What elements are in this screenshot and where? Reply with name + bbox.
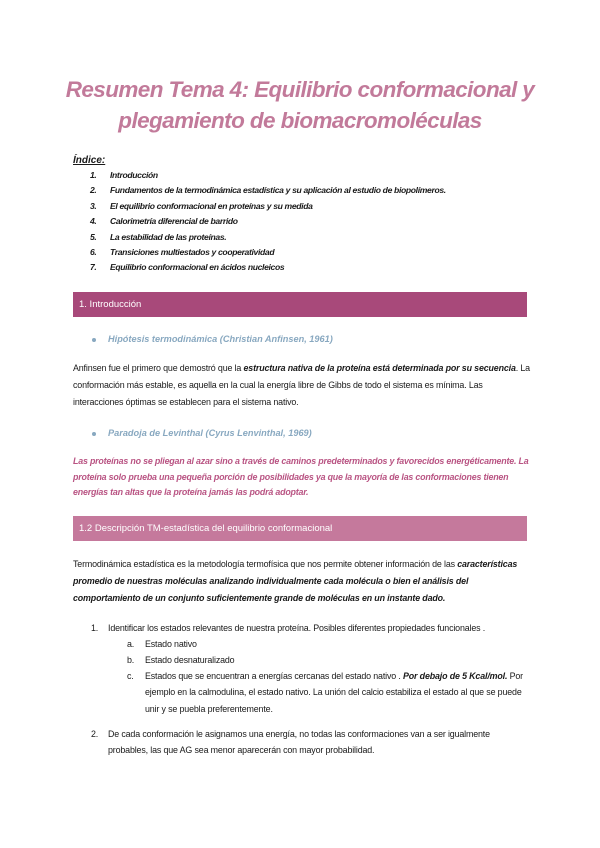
bullet-hipotesis: Hipótesis termodinámica (Christian Anfinsen, 1961) bbox=[92, 334, 333, 344]
index-item: 3. El equilibrio conformacional en proteínas y su medida bbox=[90, 200, 313, 211]
index-item: 5. La estabilidad de las proteínas. bbox=[90, 231, 227, 242]
paragraph-anfinsen: Anfinsen fue el primero que demostró que la estructura nativa de la proteína está determinada por su secuencia. La conformación más estable, es aquella en la cual la energía libre de Gibbs de todo el sistema es mínima. Las interacciones óptimas se establecen para el sistema nativo. bbox=[73, 363, 530, 408]
section-heading-descripcion: 1.2 Descripción TM-estadística del equilibrio conformacional bbox=[73, 516, 527, 541]
section-heading-introduccion: 1. Introducción bbox=[73, 292, 527, 317]
index-item: 4. Calorimetría diferencial de barrido bbox=[90, 216, 238, 227]
index-item: 7. Equilibrio conformacional en ácidos nucleicos bbox=[90, 262, 285, 273]
paragraph-termodinamica: Termodinámica estadística es la metodología termofísica que nos permite obtener información de las características promedio de nuestras moléculas analizando individualmente cada molécula o bien el análisis del comportamiento de un conjunto suficientemente grande de moléculas en un instante dado. bbox=[73, 559, 518, 604]
index-label: Índice: bbox=[73, 155, 106, 166]
index-item: 6. Transiciones multiestados y cooperatividad bbox=[90, 247, 275, 258]
numbered-item-1: 1. Identificar los estados relevantes de nuestra proteína. Posibles diferentes propiedades funcionales . bbox=[91, 623, 486, 633]
bullet-dot-icon bbox=[92, 338, 96, 342]
index-item: 1. Introducción bbox=[90, 170, 158, 180]
index-item: 2. Fundamentos de la termodinámica estadística y su aplicación al estudio de biopolímeros. bbox=[90, 185, 446, 196]
sub-item-a: a. Estado nativo bbox=[127, 639, 197, 649]
document-title: Resumen Tema 4: Equilibrio conformacional y plegamiento de biomacromoléculas bbox=[65, 77, 535, 133]
sub-item-c: c. Estados que se encuentran a energías cercanas del estado nativo . Por debajo de 5 Kcal/mol. Por ejemplo en la calmodulina, el estado nativo. La unión del calcio estabiliza el estado al que se puede unir y se puebla preferentemente. bbox=[127, 671, 523, 714]
sub-item-b: b. Estado desnaturalizado bbox=[127, 655, 235, 665]
index-list bbox=[90, 168, 446, 276]
bullet-dot-icon bbox=[92, 432, 96, 436]
bullet-paradoja: Paradoja de Levinthal (Cyrus Lenvinthal, 1969) bbox=[92, 428, 312, 438]
paragraph-levinthal: Las proteínas no se pliegan al azar sino a través de caminos predeterminados y favorecidos energéticamente. La proteína solo prueba una pequeña porción de posibilidades ya que la mayoría de las conformaciones tienen energías tan altas que la proteína jamás las podrá adoptar. bbox=[73, 456, 529, 497]
numbered-item-2: 2. De cada conformación le asignamos una energía, no todas las conformaciones van a ser igualmente probables, las que AG sea menor aparecerán con mayor probabilidad. bbox=[91, 729, 490, 756]
